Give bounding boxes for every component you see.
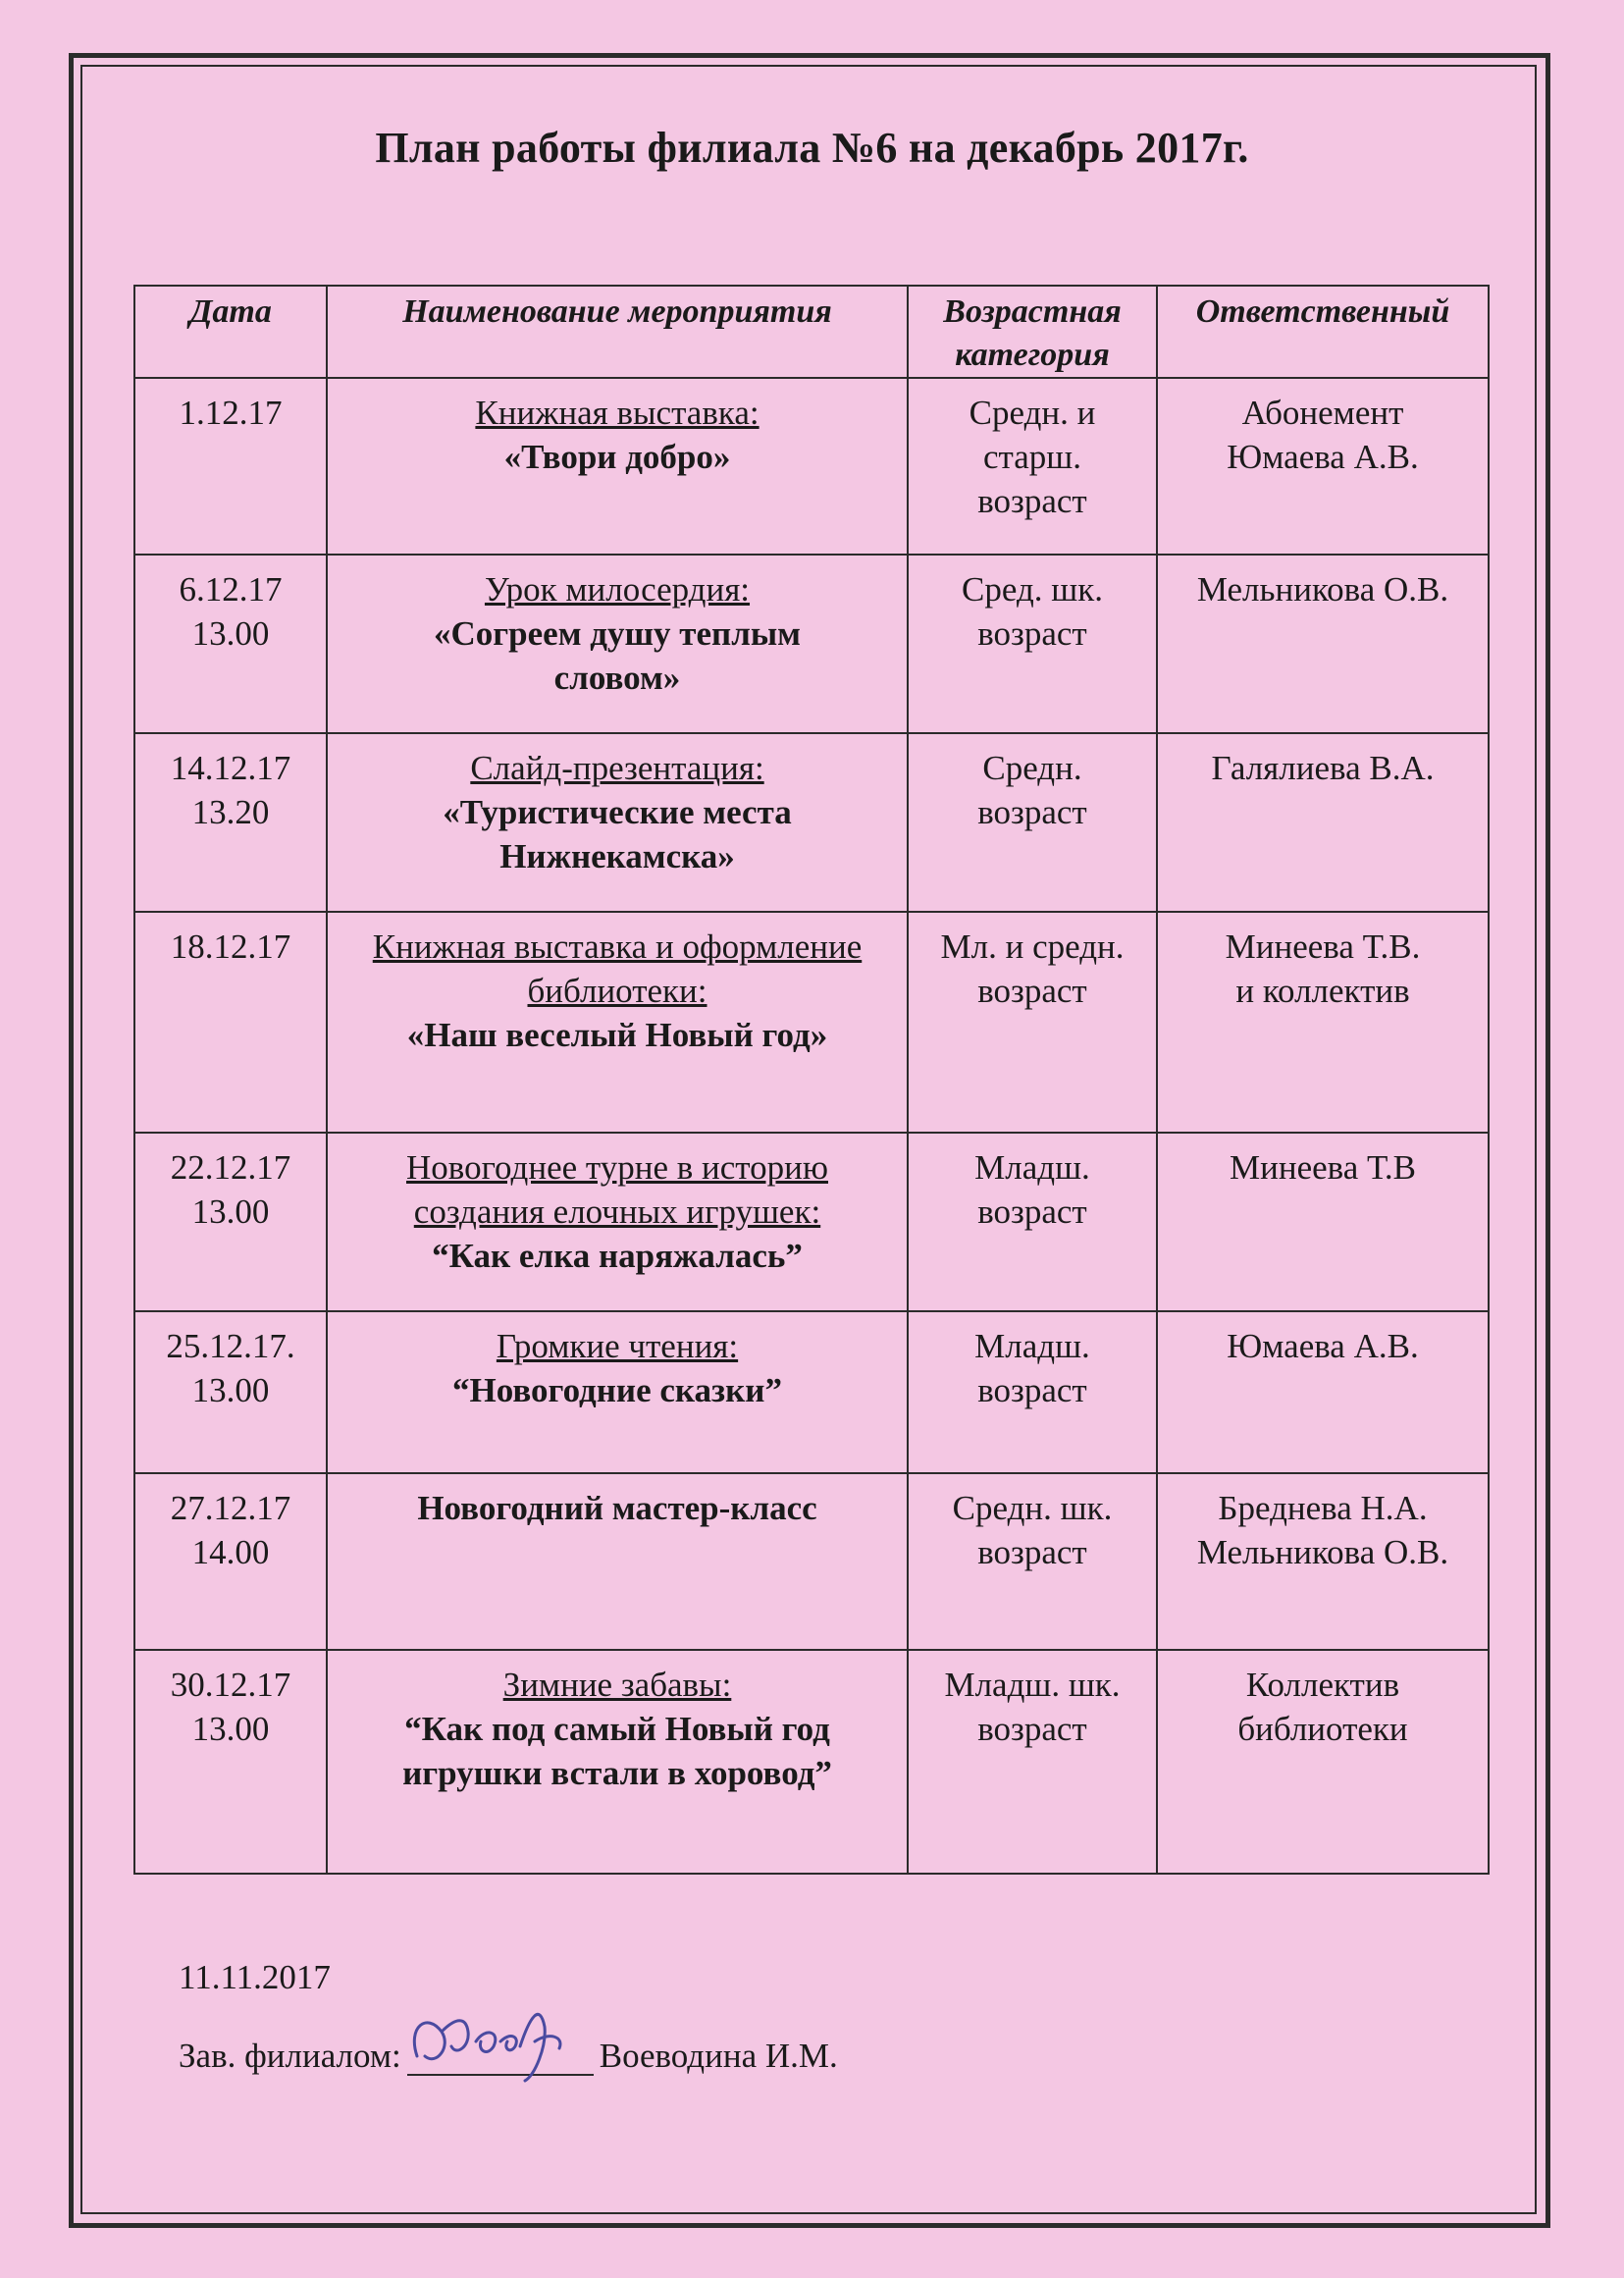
responsible-person: Минеева Т.В. — [1225, 927, 1421, 966]
age-category: Средн. и — [969, 394, 1096, 432]
age-category-cont: возраст — [977, 1710, 1087, 1748]
plan-table — [133, 285, 1490, 1875]
responsible-person: Абонемент — [1241, 394, 1404, 432]
responsible-person: Галялиева В.А. — [1211, 749, 1435, 787]
event-type: Книжная выставка и оформление — [372, 927, 863, 966]
event-date: 25.12.17. — [166, 1327, 295, 1365]
age-category-cont: возраст — [977, 1192, 1087, 1231]
date-cell — [134, 1311, 327, 1473]
event-time: 13.00 — [191, 1192, 270, 1231]
header-date: Дата — [134, 286, 327, 378]
age-category-cont: старш. — [983, 438, 1081, 476]
table-row — [134, 1650, 1489, 1874]
event-name-cont: Нижнекамска» — [499, 837, 735, 875]
age-cell — [908, 1473, 1157, 1650]
manager-name: Воеводина И.М. — [599, 2037, 838, 2075]
event-name: «Туристические места — [443, 793, 792, 831]
responsible-cell — [1157, 1473, 1489, 1650]
event-cell — [327, 912, 908, 1133]
age-category-cont: возраст — [977, 614, 1087, 653]
event-time: 13.00 — [191, 1710, 270, 1748]
date-cell — [134, 378, 327, 555]
event-date: 14.12.17 — [170, 749, 291, 787]
event-cell — [327, 1473, 908, 1650]
event-name: Новогодний мастер-класс — [417, 1489, 817, 1527]
event-cell — [327, 733, 908, 912]
responsible-cell — [1157, 1133, 1489, 1311]
date-cell — [134, 1133, 327, 1311]
document-date: 11.11.2017 — [179, 1958, 331, 1996]
signature-block — [179, 2037, 838, 2076]
header-age — [908, 286, 1157, 378]
table-header-row — [134, 286, 1489, 378]
event-name: «Согреем душу теплым — [434, 614, 801, 653]
age-cell — [908, 912, 1157, 1133]
handwritten-signature — [397, 1987, 603, 2086]
event-type: Зимние забавы: — [502, 1666, 732, 1704]
age-category: Мл. и средн. — [940, 927, 1125, 966]
responsible-cell — [1157, 733, 1489, 912]
table-row — [134, 378, 1489, 555]
event-cell — [327, 555, 908, 733]
responsible-person: Коллектив — [1245, 1666, 1400, 1704]
event-time: 14.00 — [191, 1533, 270, 1571]
table-row — [134, 1473, 1489, 1650]
event-date: 30.12.17 — [170, 1666, 291, 1704]
age-category: Младш. — [974, 1327, 1090, 1365]
event-type: Урок милосердия: — [484, 570, 751, 609]
event-name: «Твори добро» — [503, 438, 731, 476]
date-cell — [134, 1650, 327, 1874]
event-date: 6.12.17 — [179, 570, 283, 609]
event-name: “Как под самый Новый год — [404, 1710, 830, 1748]
page-title: План работы филиала №6 на декабрь 2017г. — [375, 124, 1249, 172]
event-date: 27.12.17 — [170, 1489, 291, 1527]
header-event: Наименование мероприятия — [327, 286, 908, 378]
event-name: “Как елка наряжалась” — [432, 1237, 803, 1275]
age-category: Средн. — [982, 749, 1082, 787]
table-row — [134, 1133, 1489, 1311]
table-row — [134, 1311, 1489, 1473]
age-category: Младш. шк. — [944, 1666, 1121, 1704]
age-cell — [908, 1650, 1157, 1874]
event-name: “Новогодние сказки” — [452, 1371, 782, 1409]
age-cell — [908, 378, 1157, 555]
date-cell — [134, 1473, 327, 1650]
header-age-line1: Возрастная — [943, 293, 1122, 330]
event-time: 13.20 — [191, 793, 270, 831]
age-cell — [908, 733, 1157, 912]
date-cell — [134, 733, 327, 912]
age-cell — [908, 1311, 1157, 1473]
age-category: Младш. — [974, 1148, 1090, 1187]
responsible-cell — [1157, 1311, 1489, 1473]
responsible-person-cont: Юмаева А.В. — [1227, 438, 1419, 476]
age-cell — [908, 555, 1157, 733]
event-time: 13.00 — [191, 1371, 270, 1409]
event-type-cont: библиотеки: — [527, 972, 707, 1010]
event-cell — [327, 378, 908, 555]
responsible-person: Минеева Т.В — [1230, 1148, 1416, 1187]
responsible-person-cont: библиотеки — [1237, 1710, 1408, 1748]
responsible-cell — [1157, 555, 1489, 733]
age-category-cont: возраст — [977, 1533, 1087, 1571]
responsible-cell — [1157, 912, 1489, 1133]
event-time: 13.00 — [191, 614, 270, 653]
event-type: Новогоднее турне в историю — [406, 1148, 828, 1187]
date-cell — [134, 555, 327, 733]
age-category-cont: возраст — [977, 972, 1087, 1010]
responsible-person: Мельникова О.В. — [1196, 570, 1449, 609]
age-category-cont: возраст — [977, 1371, 1087, 1409]
age-category: Сред. шк. — [962, 570, 1103, 609]
table-row — [134, 555, 1489, 733]
event-type: Книжная выставка: — [475, 394, 760, 432]
event-date: 18.12.17 — [170, 927, 291, 966]
event-name-cont: игрушки встали в хоровод” — [402, 1754, 832, 1792]
event-cell — [327, 1650, 908, 1874]
table-row — [134, 912, 1489, 1133]
header-age-line2: категория — [955, 337, 1110, 373]
responsible-person: Юмаева А.В. — [1227, 1327, 1419, 1365]
header-responsible: Ответственный — [1157, 286, 1489, 378]
position-label: Зав. филиалом: — [179, 2037, 401, 2075]
age-category: Средн. шк. — [952, 1489, 1113, 1527]
event-type-cont: создания елочных игрушек: — [413, 1192, 821, 1231]
responsible-person-cont: и коллектив — [1235, 972, 1410, 1010]
event-type: Слайд-презентация: — [470, 749, 764, 787]
responsible-person: Бреднева Н.А. — [1218, 1489, 1428, 1527]
event-cell — [327, 1311, 908, 1473]
age-category-cont: возраст — [977, 793, 1087, 831]
responsible-cell — [1157, 1650, 1489, 1874]
responsible-person-cont: Мельникова О.В. — [1196, 1533, 1449, 1571]
responsible-cell — [1157, 378, 1489, 555]
age-cell — [908, 1133, 1157, 1311]
event-name: «Наш веселый Новый год» — [406, 1016, 828, 1054]
event-name-cont: словом» — [553, 659, 681, 697]
event-date: 1.12.17 — [179, 394, 283, 432]
signature-line — [407, 2037, 594, 2076]
event-date: 22.12.17 — [170, 1148, 291, 1187]
table-row — [134, 733, 1489, 912]
date-cell — [134, 912, 327, 1133]
event-cell — [327, 1133, 908, 1311]
event-type: Громкие чтения: — [496, 1327, 739, 1365]
age-category-cont2: возраст — [977, 482, 1087, 520]
